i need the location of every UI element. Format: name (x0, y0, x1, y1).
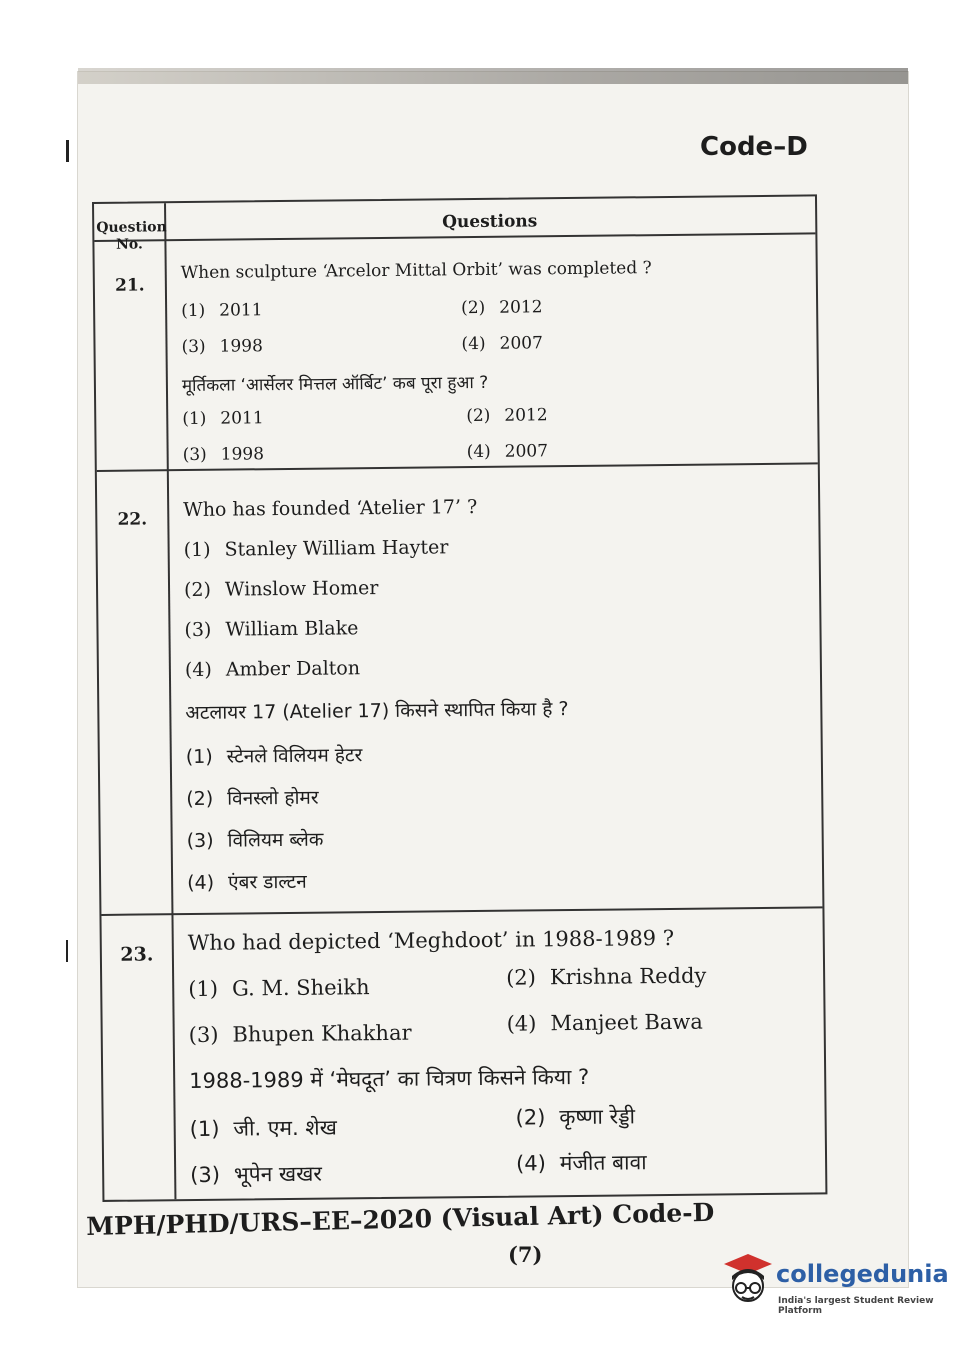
margin-mark (66, 940, 68, 962)
option: (1) 2011 (182, 408, 264, 430)
footer-code: MPH/PHD/URS–EE–2020 (Visual Art) Code-D (86, 1197, 715, 1241)
option: (4) मंजीत बावा (515, 1150, 647, 1176)
margin-mark (66, 140, 69, 162)
option: (1) Stanley William Hayter (183, 536, 449, 562)
questions-table (92, 194, 827, 1202)
mascot-icon (718, 1250, 778, 1314)
option: (3) 1998 (182, 444, 265, 466)
question-number: 21. (114, 275, 145, 296)
option: (1) स्टेनले विलियम हेटर (185, 744, 363, 769)
row-divider (101, 906, 822, 916)
option: (3) Bhupen Khakhar (188, 1020, 412, 1048)
column-header-no: Question No. (96, 219, 167, 253)
option: (2) Krishna Reddy (506, 963, 707, 990)
question-text-hi: 1988-1989 में ‘मेघदूत’ का चित्रण किसने किया ? (189, 1064, 590, 1094)
page-number: (7) (508, 1242, 543, 1267)
brand-tagline: India's largest Student Review Platform (778, 1296, 934, 1316)
question-text-hi: अटलायर 17 (Atelier 17) किसने स्थापित किया है ? (185, 698, 569, 725)
watermark-logo (718, 1250, 948, 1320)
option: (2) 2012 (461, 297, 543, 319)
option: (3) William Blake (184, 617, 359, 642)
option: (1) 2011 (181, 300, 263, 322)
option: (2) 2012 (466, 405, 548, 427)
option: (4) Manjeet Bawa (506, 1009, 703, 1036)
page-top-edge (78, 68, 908, 84)
option: (3) 1998 (181, 336, 263, 358)
question-text-en: Who has founded ‘Atelier 17’ ? (183, 495, 478, 522)
option: (1) जी. एम. शेख (189, 1115, 337, 1142)
option: (4) 2007 (466, 441, 549, 463)
question-number: 22. (117, 509, 148, 530)
column-divider (164, 203, 176, 1199)
question-text-en: Who had depicted ‘Meghdoot’ in 1988-1989 ? (187, 925, 675, 956)
option: (2) विनस्लो होमर (186, 786, 319, 811)
paper-code: Code–D (700, 132, 808, 162)
question-text-en: When sculpture ‘Arcelor Mittal Orbit’ was completed ? (180, 258, 652, 284)
option: (1) G. M. Sheikh (188, 975, 370, 1002)
option: (2) Winslow Homer (183, 577, 379, 602)
option: (4) 2007 (461, 333, 543, 355)
option: (2) कृष्णा रेड्डी (515, 1104, 636, 1130)
option: (3) भूपेन खखर (190, 1161, 323, 1188)
option: (4) Amber Dalton (184, 657, 361, 682)
question-text-hi: मूर्तिकला ‘आर्सेलर मित्तल ऑर्बिट’ कब पूरा हुआ ? (181, 372, 489, 397)
option: (4) एंबर डाल्टन (187, 870, 307, 895)
option: (3) विलियम ब्लेक (186, 828, 324, 853)
question-number: 23. (120, 943, 154, 966)
column-header-questions: Questions (442, 211, 538, 233)
brand-name: collegedunia (776, 1260, 949, 1288)
